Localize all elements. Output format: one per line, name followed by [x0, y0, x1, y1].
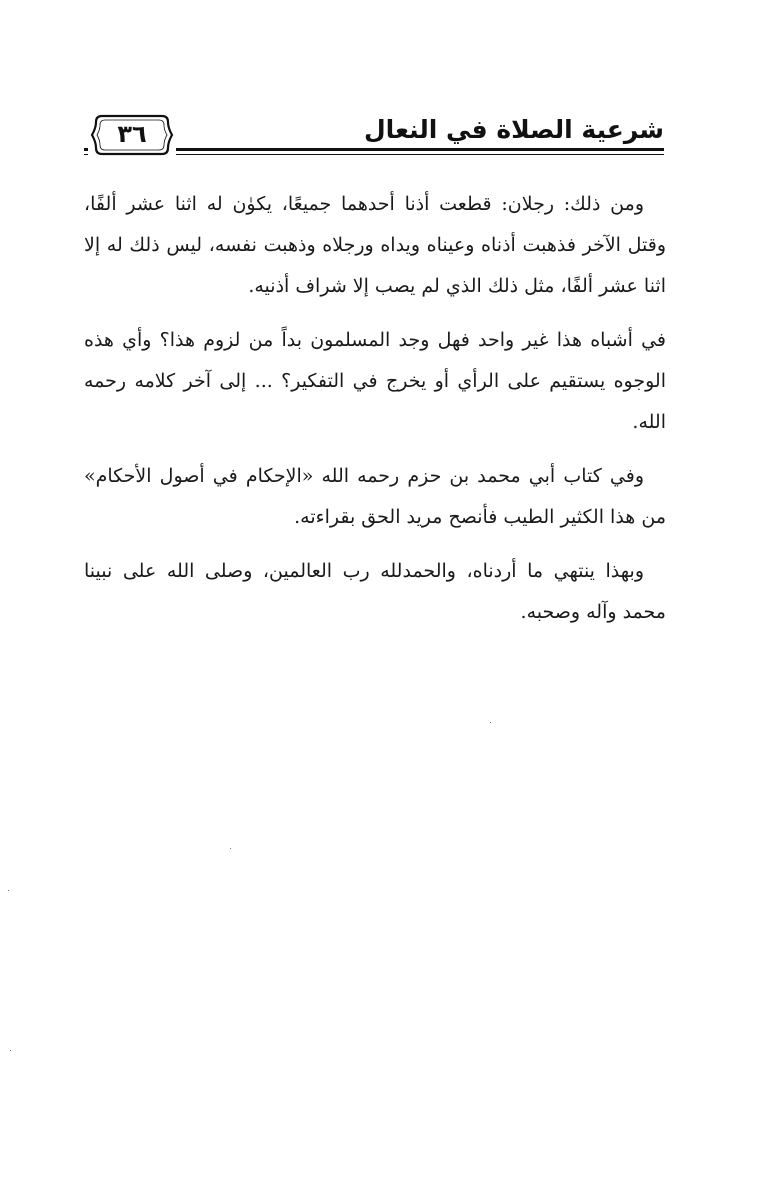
running-title: شرعية الصلاة في النعال [363, 115, 664, 144]
paragraph: في أشباه هذا غير واحد فهل وجد المسلمون بداً من لزوم هذا؟ وأي هذه الوجوه يستقيم على الرأي أو يخرج في التفكير؟ ... إلى آخر كلامه رحمه الله. [84, 329, 666, 433]
paragraph: وفي كتاب أبي محمد بن حزم رحمه الله «الإحكام في أصول الأحكام» من هذا الكثير الطيب فأنصح مريد الحق بقراءته. [84, 465, 666, 528]
body-text [84, 184, 666, 646]
paragraph: ومن ذلك: رجلان: قطعت أذنا أحدهما جميعًا، يكوٰن له اثنا عشر ألفًا، وقتل الآخر فذهبت أذناه وعيناه ويداه ورجلاه وذهبت نفسه، ليس ذلك له إلا اثنا عشر ألفًا، مثل ذلك الذي لم يصب إلا شراف أذنيه. [84, 193, 666, 297]
page-number: ٣٦ [117, 120, 147, 148]
paragraph: وبهذا ينتهي ما أردناه، والحمدلله رب العالمين، وصلى الله على نبينا محمد وآله وصحبه. [84, 560, 666, 623]
scan-speck [230, 848, 231, 849]
running-header [84, 108, 664, 164]
scan-speck [490, 722, 491, 723]
page-number-frame [88, 110, 176, 160]
scan-speck [8, 890, 9, 891]
scan-speck [10, 1050, 11, 1051]
